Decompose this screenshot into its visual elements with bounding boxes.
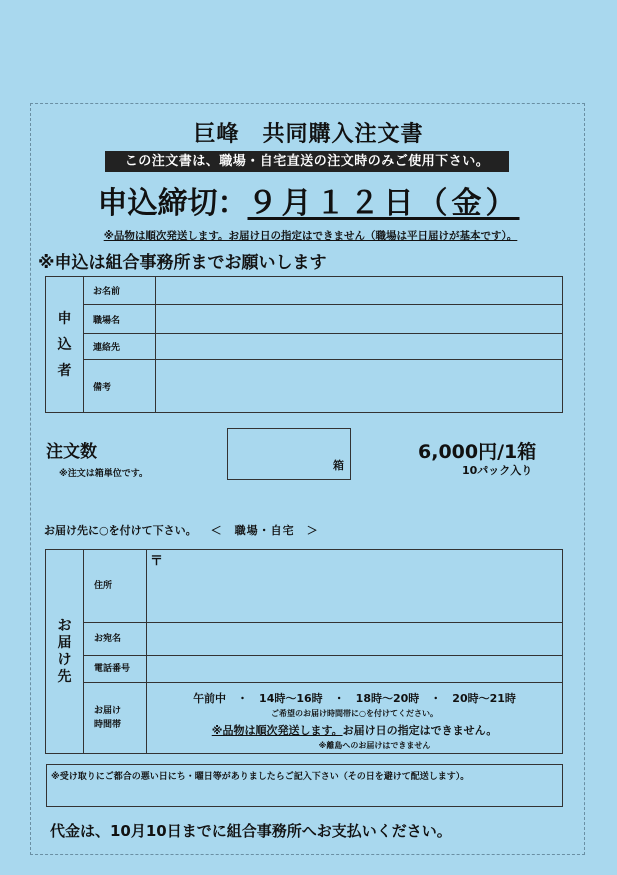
price: 6,000円/1箱 bbox=[418, 441, 537, 463]
unavailable-days-box[interactable] bbox=[46, 764, 563, 807]
pack-info: 10パック入り bbox=[462, 464, 533, 477]
name-label: お名前 bbox=[84, 277, 156, 305]
time-slot-cell[interactable] bbox=[147, 683, 563, 754]
deadline-date: ９月１２日（金） bbox=[247, 186, 520, 221]
workplace-label: 職場名 bbox=[84, 305, 156, 334]
remarks-label: 備考 bbox=[84, 360, 156, 413]
quantity-box[interactable] bbox=[227, 428, 351, 480]
deadline-label: 申込締切： bbox=[97, 186, 248, 221]
contact-field[interactable] bbox=[156, 334, 563, 360]
postal-mark: 〒 bbox=[150, 554, 164, 569]
form-title: 巨峰 共同購入注文書 bbox=[193, 122, 424, 147]
delivery-choice-instruction: お届け先に○を付けて下さい。 bbox=[44, 524, 197, 537]
remarks-field[interactable] bbox=[156, 360, 563, 413]
time-slot-options[interactable]: 午前中 ・ 14時～16時 ・ 18時～20時 ・ 20時～21時 bbox=[193, 691, 516, 705]
island-note: ※離島へのお届けはできません bbox=[318, 740, 431, 750]
phone-label: 電話番号 bbox=[84, 656, 147, 683]
delivery-choice-options[interactable]: ＜ 職場・自宅 ＞ bbox=[210, 524, 319, 537]
usage-banner: この注文書は、職場・自宅直送の注文時のみご使用下さい。 bbox=[105, 151, 509, 172]
time-label: お届け 時間帯 bbox=[84, 683, 147, 754]
name-field[interactable] bbox=[156, 277, 563, 305]
shipping-note: ※品物は順次発送します。お届け日の指定はできません（職場は平日届けが基本です）。 bbox=[103, 230, 518, 242]
phone-field[interactable] bbox=[147, 656, 563, 683]
payment-note: 代金は、10月10日までに組合事務所へお支払いください。 bbox=[50, 822, 452, 840]
delivery-choice-line bbox=[44, 522, 319, 538]
workplace-field[interactable] bbox=[156, 305, 563, 334]
apply-heading: ※申込は組合事務所までお願いします bbox=[38, 253, 327, 273]
address-field[interactable] bbox=[147, 550, 563, 623]
applicant-vertical-label: 申 込 者 bbox=[46, 277, 84, 413]
contact-label: 連絡先 bbox=[84, 334, 156, 360]
delivery-table bbox=[45, 549, 563, 754]
recipient-label: お宛名 bbox=[84, 623, 147, 656]
order-unit-note: ※注文は箱単位です。 bbox=[59, 469, 149, 479]
applicant-table bbox=[45, 276, 563, 413]
time-slot-instruction: ご希望のお届け時間帯に○を付けてください。 bbox=[271, 708, 438, 718]
order-quantity-title: 注文数 bbox=[46, 442, 97, 462]
quantity-unit: 箱 bbox=[333, 459, 344, 472]
unavailable-days-note: ※受け取りにご都合の悪い日にち・曜日等がありましたらご記入下さい（その日を避けて配送します）。 bbox=[51, 772, 470, 782]
delivery-shipping-note: ※品物は順次発送します。お届け日の指定はできません。 bbox=[211, 723, 498, 737]
deadline bbox=[0, 178, 617, 222]
recipient-field[interactable] bbox=[147, 623, 563, 656]
address-label: 住所 bbox=[84, 550, 147, 623]
delivery-vertical-label: お 届 け 先 bbox=[46, 550, 84, 754]
